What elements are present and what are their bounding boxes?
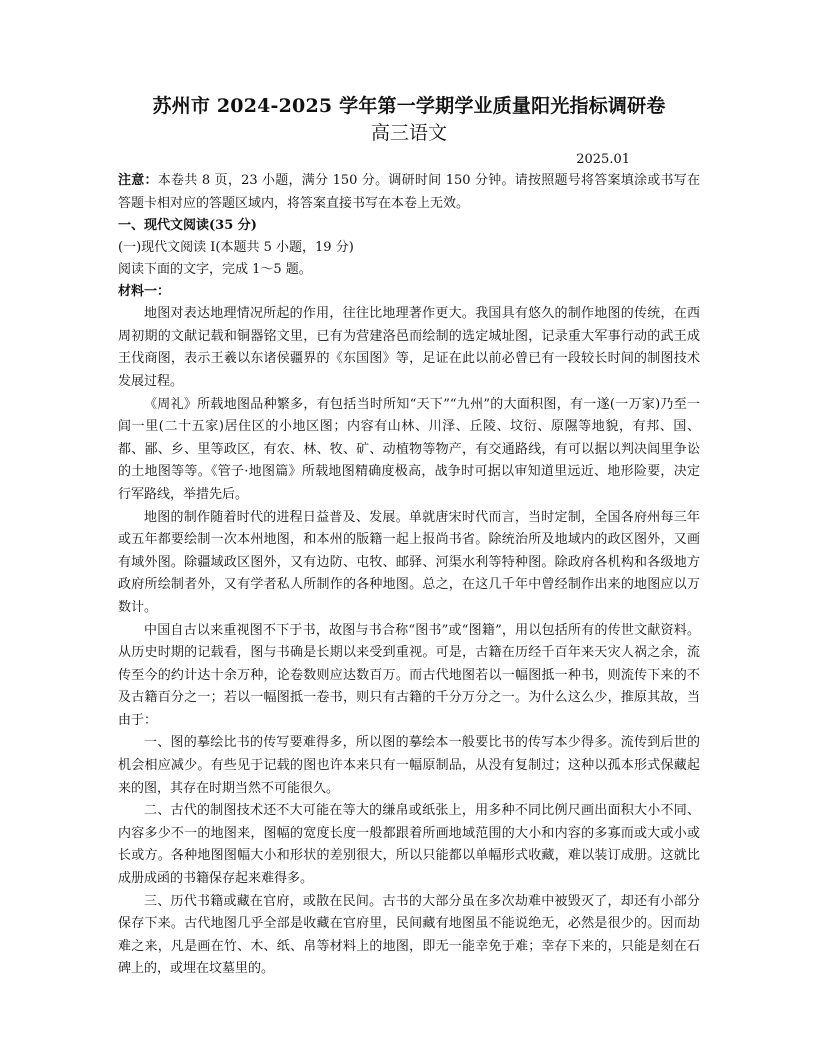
paragraph: 三、历代书籍或藏在官府，或散在民间。古书的大部分虽在多次劫难中被毁灭了，却还有小部分保存下来。古代地图几乎全部是收藏在官府里，民间藏有地图虽不能说绝无，必然是很少的。因而劫难之来，凡是画在竹、木、纸、帛等材料上的地图，即无一能幸免于难；幸存下来的，只能是刻在石碑上的，或埋在坟墓里的。 [118, 893, 700, 977]
exam-page [118, 92, 700, 981]
paragraph: 中国自古以来重视图不下于书，故图与书合称“图书”或“图籍”，用以包括所有的传世文献资料。从历史时期的记载看，图与书确是长期以来受到重视。可是，古籍在历经千百年来天灾人祸之余，流传至今的约计达十余万种，论卷数则应达数百万。而古代地图若以一幅图抵一种书，则流传下来的不及古籍百分之一；若以一幅图抵一卷书，则只有古籍的千分万分之一。为什么这么少，推原其故，当由于： [118, 622, 700, 728]
paragraph: 二、古代的制图技术还不大可能在等大的缣帛或纸张上，用多种不同比例尺画出面积大小不同、内容多少不一的地图来，图幅的宽度长度一般都跟着所画地域范围的大小和内容的多寡而或大或小或长或方。各种地图图幅大小和形状的差别很大，所以只能都以单幅形式收藏，难以装订成册。这就比成册成函的书籍保存起来难得多。 [118, 803, 700, 887]
section-heading: 一、现代文阅读(35 分) [118, 218, 257, 234]
exam-date: 2025.01 [576, 152, 630, 167]
notice-label: 注意： [118, 173, 158, 188]
exam-title: 苏州市 2024-2025 学年第一学期学业质量阳光指标调研卷 [152, 95, 666, 117]
paragraph: 地图对表达地理情况所起的作用，往往比地理著作更大。我国具有悠久的制作地图的传统，在西周初期的文献记载和铜器铭文里，已有为营建洛邑而绘制的选定城址图，记录重大军事行动的武王成王伐商图，表示王羲以东诸侯疆界的《东国图》等，足证在此以前必曾已有一段较长时间的制图技术发展过程。 [118, 306, 700, 389]
material-label: 材料一： [118, 284, 171, 300]
exam-subject: 高三语文 [370, 122, 447, 144]
notice-text: 本卷共 8 页，23 小题，满分 150 分。调研时间 150 分钟。请按照题号将答案填涂或书写在答题卡相对应的答题区域内，将答案直接书写在本卷上无效。 [118, 173, 700, 211]
paragraph: 《周礼》所载地图品种繁多，有包括当时所知“天下”“九州”的大面积图，有一遂(一万家)乃至一闾一里(二十五家)居住区的小地区图；内容有山林、川泽、丘陵、坟衍、原隰等地貌，有邦、国、都、鄙、乡、里等政区，有农、林、牧、矿、动植物等物产，有交通路线，有可以据以判决闾里争讼的土地图等等。《管子·地图篇》所载地图精确度极高，战争时可据以审知道里远近、地形险要，决定行军路线，举措先后。 [118, 396, 700, 502]
paragraph: 地图的制作随着时代的进程日益普及、发展。单就唐宋时代而言，当时定制，全国各府州每三年或五年都要绘制一次本州地图，和本州的版籍一起上报尚书省。除统治所及地域内的政区图外，又画有域外图。除疆域政区图外，又有边防、屯牧、邮驿、河渠水利等特种图。除政府各机构和各级地方政府所绘制者外，又有学者私人所制作的各种地图。总之，在这几千年中曾经制作出来的地图应以万数计。 [118, 509, 700, 615]
reading-instruction: 阅读下面的文字，完成 1～5 题。 [118, 262, 312, 278]
subsection-heading: (一)现代文阅读 I(本题共 5 小题，19 分) [118, 240, 354, 256]
notice [118, 170, 700, 215]
paragraph: 一、图的摹绘比书的传写要难得多，所以图的摹绘本一般要比书的传写本少得多。流传到后世的机会相应减少。有些见于记载的图也许本来只有一幅原制品，从没有复制过；这种以孤本形式保藏起来的图，其存在时期当然不可能很久。 [118, 735, 700, 796]
